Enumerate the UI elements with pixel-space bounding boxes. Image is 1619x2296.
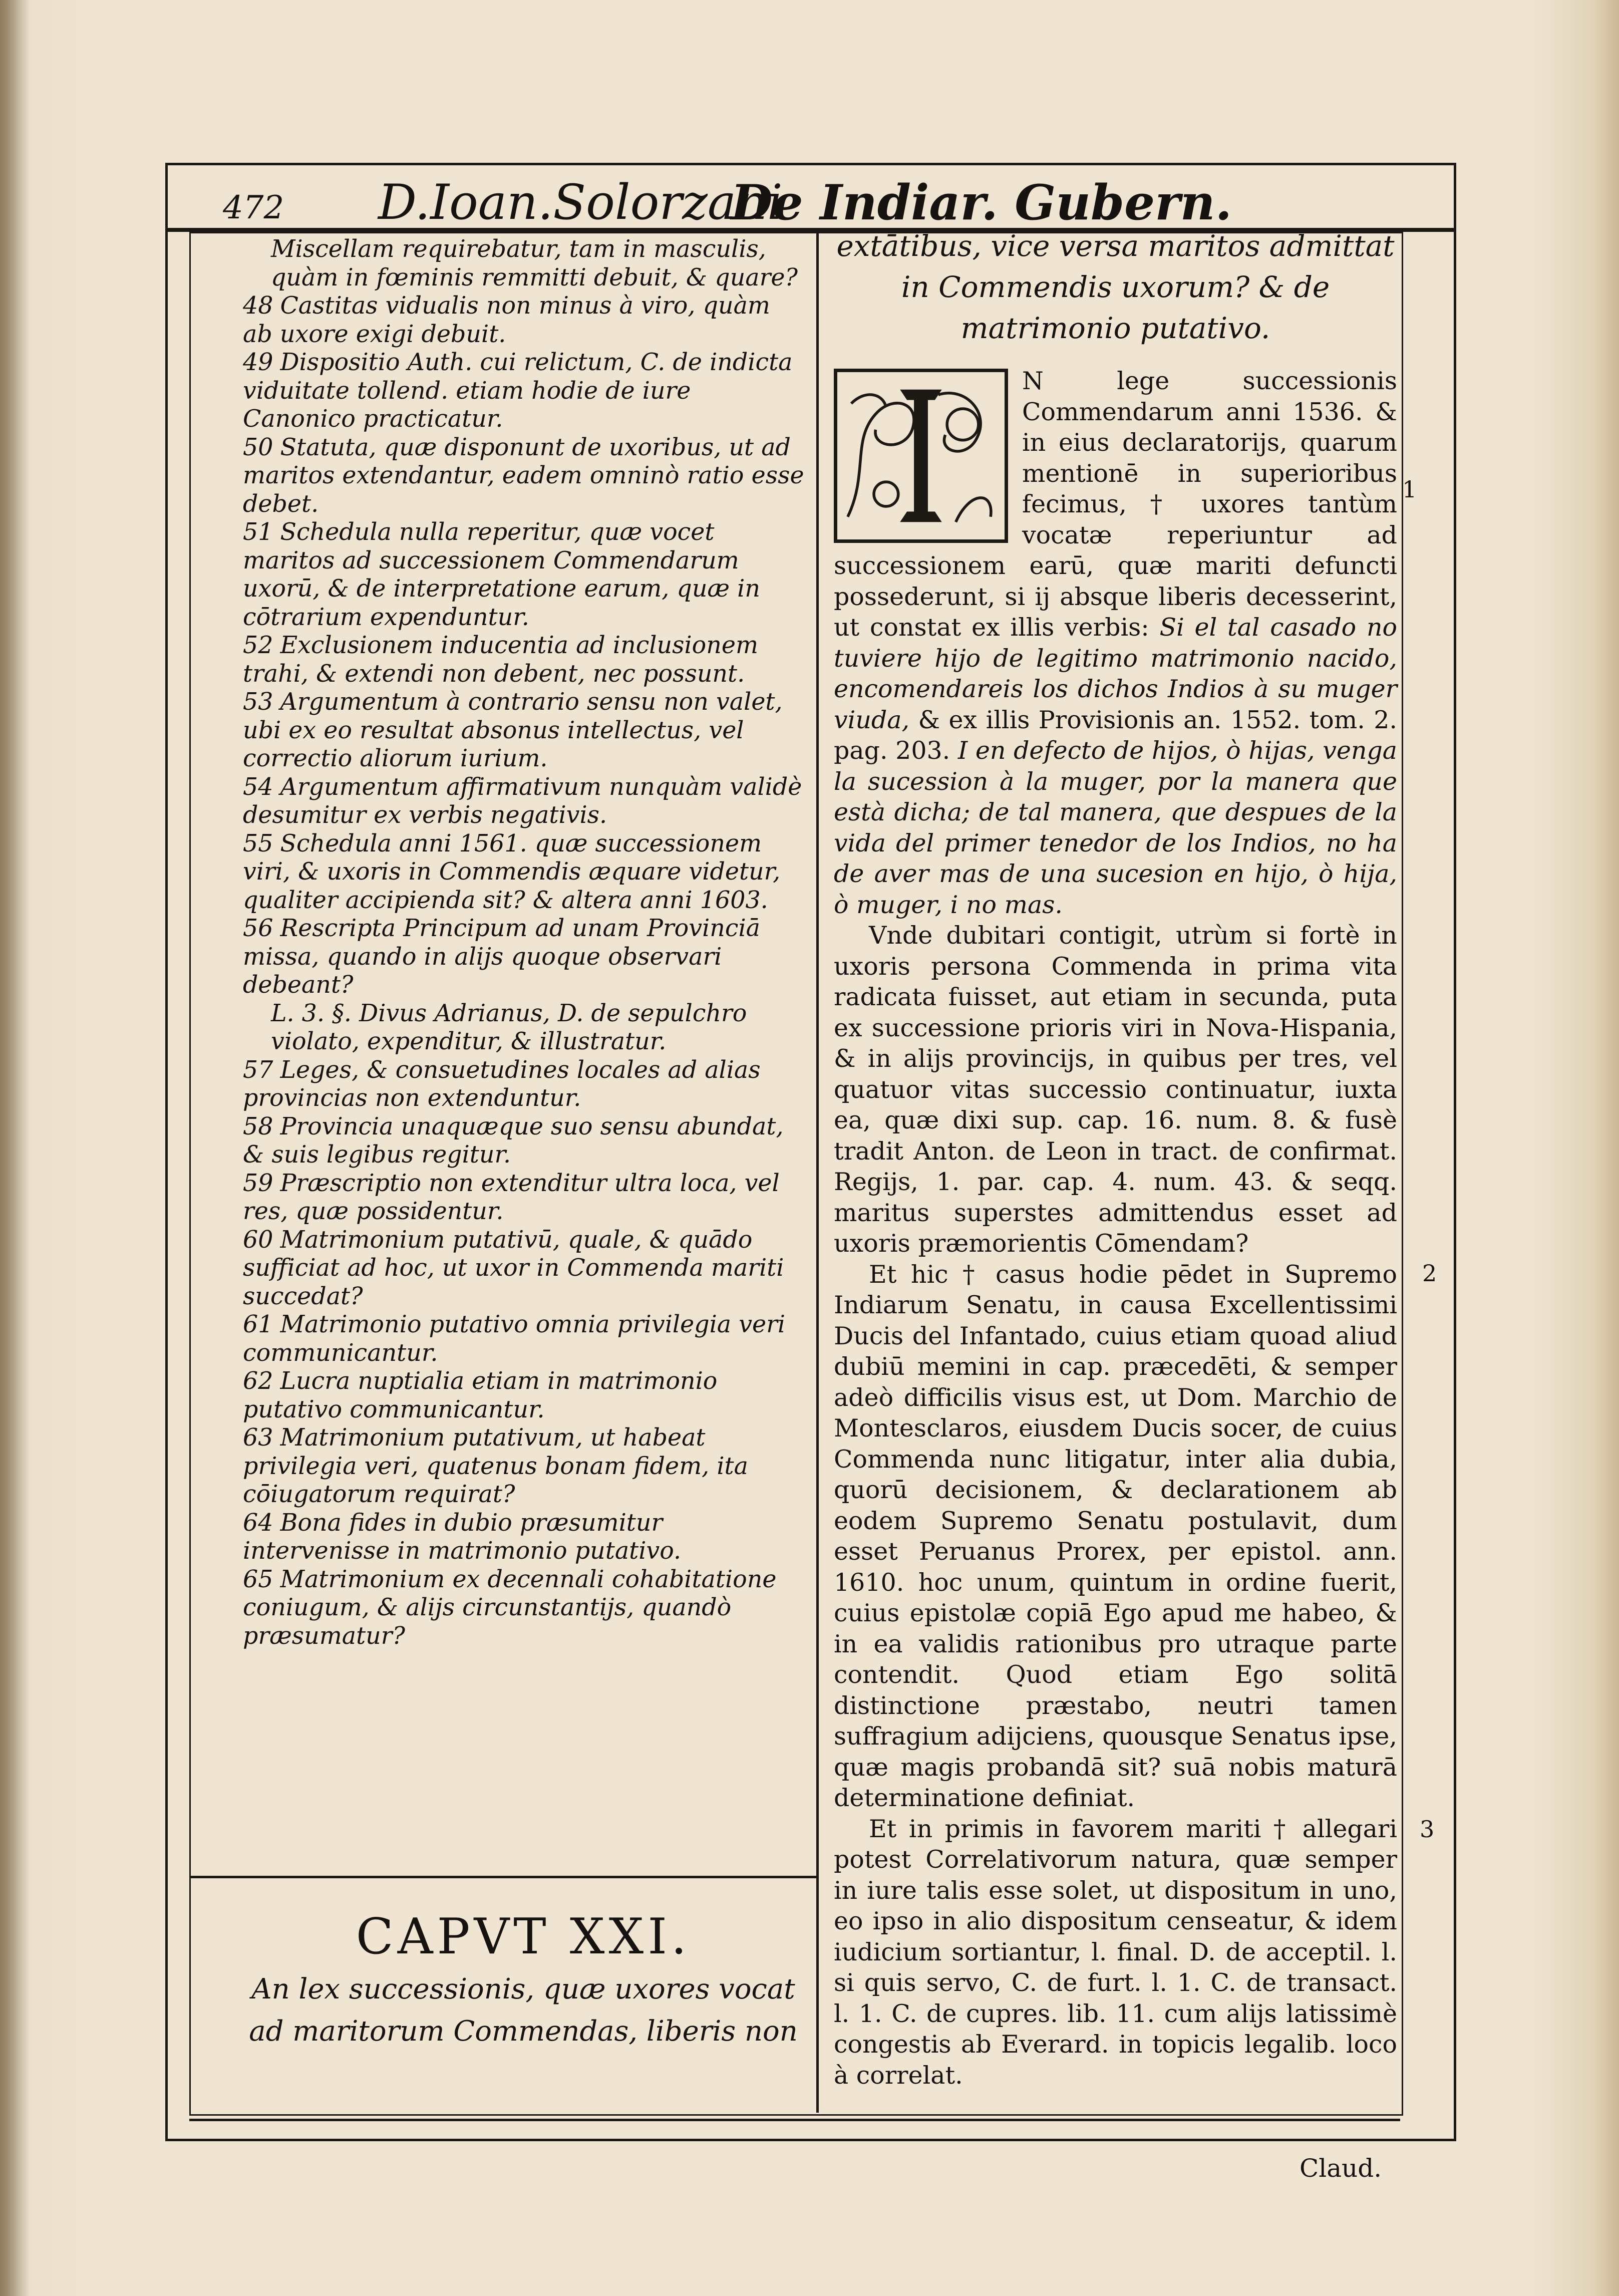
running-head-title: De Indiar. Gubern.: [731, 174, 1232, 231]
summary-item: [243, 632, 806, 688]
summary-number: 53: [243, 688, 273, 716]
summary-item: [243, 1367, 806, 1424]
summary-text: Argumentum affirmativum nunquàm validè desumitur ex verbis negativis.: [243, 773, 802, 829]
running-head: [168, 165, 1297, 230]
summary-item: [243, 1509, 806, 1566]
chapter-subtitle-continued: extātibus, vice versa maritos admittat in Commendis uxorum? & de matrimonio putativo.: [836, 229, 1395, 345]
summary-item: [243, 1170, 806, 1226]
catchword: Claud.: [1300, 2154, 1382, 2183]
page-number: 472: [223, 189, 284, 226]
summary-number: 49: [243, 349, 273, 376]
summary-item: [243, 915, 806, 1000]
summary-number: 63: [243, 1424, 273, 1452]
summary-number: 62: [243, 1367, 273, 1395]
summary-text: Exclusionem inducentia ad inclusionem trahi, & extendi non debent, nec possunt.: [243, 632, 758, 688]
summary-item: [243, 1000, 806, 1056]
summary-item: [243, 1226, 806, 1311]
paragraph-1-quote-2: I en defecto de hijos, ò hijas, venga la sucession à la muger, por la manera que està dicha; de tal manera, que despues de la vida del primer tenedor de los Indios, no ha de aver mas de una sucesion en hijo, ò hija, ò muger, i no mas.: [834, 736, 1398, 919]
summary-number: 56: [243, 915, 273, 942]
summary-number: 54: [243, 773, 273, 801]
summary-text: Schedula nulla reperitur, quæ vocet maritos ad successionem Commendarum uxorū, & de interpretatione earum, quæ in cōtrarium expenduntur.: [243, 518, 760, 631]
summary-text: Castitas vidualis non minus à viro, quàm ab uxore exigi debuit.: [243, 292, 770, 348]
summary-text: Leges, & consuetudines locales ad alias provincias non extenduntur.: [243, 1056, 761, 1112]
summary-text: Rescripta Principum ad unam Provinciā missa, quando in alijs quoque observari debeant?: [243, 915, 760, 999]
gutter-shadow: [0, 0, 30, 2296]
paragraph-1-text-b: & ex illis Provisionis an. 1552. tom. 2. pag. 203.: [834, 705, 1397, 765]
paragraph-1-quote-1: Si el tal casado no tuviere hijo de legitimo matrimonio nacido, encomendareis los dichos Indios à su muger viuda,: [834, 613, 1397, 734]
summary-text: Matrimonio putativo omnia privilegia veri communicantur.: [243, 1311, 786, 1367]
summary-item: [243, 688, 806, 773]
summary-number: 64: [243, 1509, 273, 1537]
paragraph-2: Vnde dubitari contigit, utrùm si fortè in uxoris persona Commenda in prima vita radicata fuisset, aut etiam in secunda, puta ex successione prioris viri in Nova-Hispania, & in alijs provincijs, in quibus per tres, vel quatuor vitas successio continuatur, iuxta ea, quæ dixi sup. cap. 16. num. 8. & fusè tradit Anton. de Leon in tract. de confirmat. Regijs, 1. par. cap. 4. num. 43. & seqq. maritus superstes admittendus esset ad uxoris præmorientis Cōmendam?: [834, 921, 1397, 1258]
paragraph-1-text-a: N lege successionis Commendarum anni 1536. & in eius declaratorijs, quarum mentionē in superioribus fecimus, † uxores tantùm vocatæ reperiuntur ad successionem earū, quæ mariti defuncti possederunt, si ij absque liberis decesserint, ut constat ex illis verbis:: [834, 367, 1397, 642]
paragraph-3: Et hic † casus hodie pēdet in Supremo Indiarum Senatu, in causa Excellentissimi Ducis del Infantado, cuius etiam quoad aliud dubiū memini in cap. præcedēti, & semper adeò difficilis visus est, ut Dom. Marchio de Montesclaros, eiusdem Ducis socer, de cuius Commenda nunc litigatur, inter alia dubia, quorū decisionem, & declarationem ab eodem Supremo Senatu postulavit, dum esset Peruanus Prorex, per epistol. ann. 1610. hoc unum, quintum in ordine fuerit, cuius epistolæ copiā Ego apud me habeo, & in ea validis rationibus pro utraque parte contendit. Quod etiam Ego solitā distinctione præstabo, neutri tamen suffragium adijciens, quousque Senatus ipse, quæ magis probandā sit? suā nobis maturā determinatione definiat.: [834, 1260, 1397, 1812]
summary-item: [243, 773, 806, 830]
summary-text: Argumentum à contrario sensu non valet, ubi ex eo resultat absonus intellectus, vel correctio aliorum iurium.: [243, 688, 783, 772]
decorated-initial-I-icon: [834, 369, 1008, 543]
paragraph-4: Et in primis in favorem mariti † allegari potest Correlativorum natura, quæ semper in iure talis esse solet, ut dispositum in uno, eo ipso in alio dispositum censeatur, & idem iudicium sortiantur, l. final. D. de acceptil. l. si quis servo, C. de furt. l. 1. C. de transact. l. 1. C. de cupres. lib. 11. cum alijs latissimè congestis ab Everard. in topicis legalib. loco à correlat.: [834, 1814, 1397, 2090]
summary-text: Bona fides in dubio præsumitur intervenisse in matrimonio putativo.: [243, 1509, 682, 1565]
summary-item: [243, 518, 806, 632]
summary-number: 58: [243, 1112, 273, 1140]
summary-text: Præscriptio non extenditur ultra loca, vel res, quæ possidentur.: [243, 1169, 780, 1225]
summary-end-rule: [189, 1876, 816, 1878]
summary-item: [243, 1424, 806, 1509]
summary-item: [243, 349, 806, 434]
summary-item: [243, 434, 806, 519]
chapter-title: CAPVT XXI.: [356, 1908, 691, 1965]
summary-number: 60: [243, 1226, 273, 1254]
bottom-rule: [189, 2119, 1400, 2121]
summary-number: 55: [243, 829, 273, 857]
margin-number: 2: [1422, 1260, 1437, 1287]
summary-number: 65: [243, 1565, 273, 1593]
summary-number: 50: [243, 433, 273, 461]
summary-list: [243, 235, 806, 1650]
summary-item: [243, 1113, 806, 1170]
summary-column: [243, 235, 806, 1650]
summary-text: Matrimonium putativū, quale, & quādo sufficiat ad hoc, ut uxor in Commenda mariti succedat?: [243, 1226, 784, 1310]
summary-number: 51: [243, 518, 273, 546]
summary-text: Miscellam requirebatur, tam in masculis, quàm in fœminis remmitti debuit, & quare?: [271, 235, 798, 292]
summary-number: 59: [243, 1169, 273, 1197]
summary-number: 57: [243, 1056, 273, 1084]
margin-number: 3: [1420, 1816, 1435, 1843]
summary-item: [243, 1566, 806, 1651]
summary-item: [243, 830, 806, 915]
running-head-author: D.Ioan.Solorzani: [378, 174, 783, 230]
summary-text: Dispositio Auth. cui relictum, C. de indicta viduitate tollend. etiam hodie de iure Canonico practicatur.: [243, 349, 793, 433]
summary-text: Matrimonium putativum, ut habeat privilegia veri, quatenus bonam fidem, ita cōiugatorum requirat?: [243, 1424, 748, 1508]
chapter-subtitle: An lex successionis, quæ uxores vocat ad maritorum Commendas, liberis non: [249, 1973, 798, 2048]
column-divider: [816, 232, 819, 2113]
summary-number: 52: [243, 632, 273, 659]
summary-number: 61: [243, 1311, 273, 1338]
summary-item: [243, 1056, 806, 1113]
summary-text: Statuta, quæ disponunt de uxoribus, ut ad maritos extendantur, eadem omninò ratio esse debet.: [243, 433, 804, 518]
paragraph-1: [834, 366, 1397, 920]
summary-item: [243, 292, 806, 349]
summary-text: Provincia unaquæque suo sensu abundat, & suis legibus regitur.: [243, 1112, 784, 1169]
summary-number: 48: [243, 292, 273, 320]
summary-text: L. 3. §. Divus Adrianus, D. de sepulchro violato, expenditur, & illustratur.: [271, 999, 747, 1055]
summary-item: [243, 235, 806, 292]
text-column: [834, 225, 1397, 2091]
summary-text: Schedula anni 1561. quæ successionem viri, & uxoris in Commendis æquare videtur, qualiter accipienda sit? & altera anni 1603.: [243, 829, 781, 914]
summary-text: Matrimonium ex decennali cohabitatione coniugum, & alijs circunstantijs, quandò præsumatur?: [243, 1565, 777, 1650]
summary-text: Lucra nuptialia etiam in matrimonio putativo communicantur.: [243, 1367, 718, 1423]
summary-item: [243, 1311, 806, 1367]
margin-number: 1: [1402, 476, 1417, 503]
